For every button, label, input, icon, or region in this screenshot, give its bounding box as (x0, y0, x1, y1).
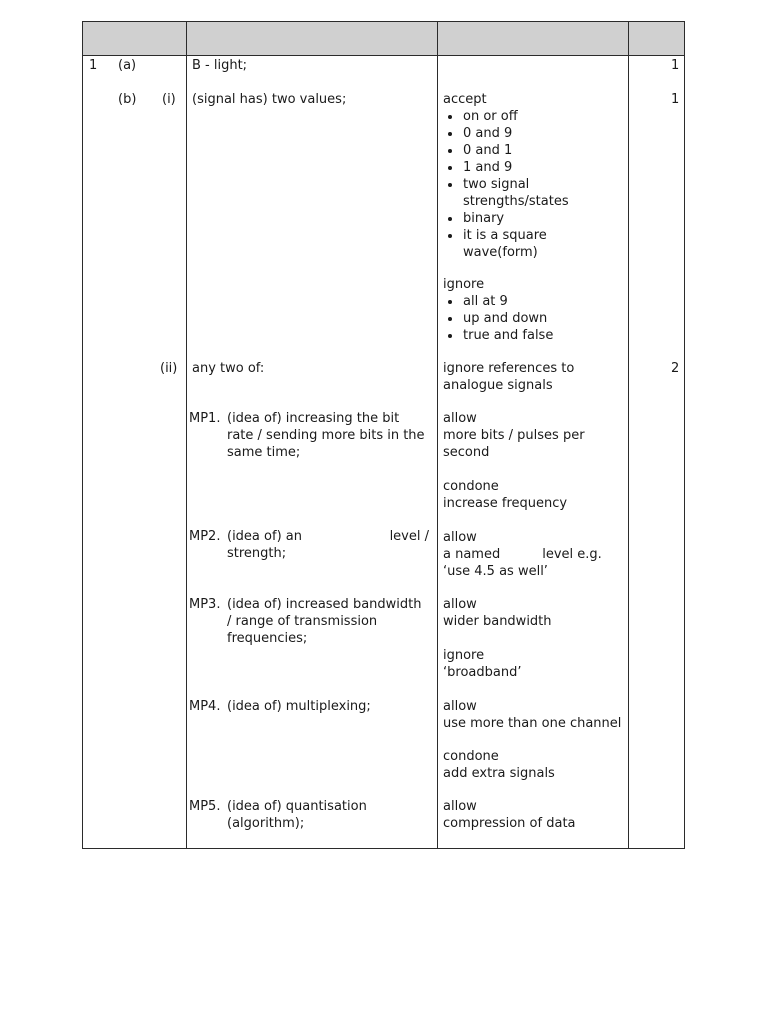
column-divider (186, 22, 187, 848)
question-subpart: (i) (162, 92, 176, 107)
column-divider (437, 22, 438, 848)
question-number: 1 (89, 58, 98, 73)
marking-point-2: MP2. (idea of) an level / strength; (189, 529, 429, 561)
guidance-ignore: ignore ‘broadband’ (443, 648, 522, 680)
guidance-condone: condone add extra signals (443, 749, 555, 781)
guidance-ignore (443, 276, 553, 344)
guidance-condone: condone increase frequency (443, 479, 568, 511)
guidance-allow: allow compression of data (443, 799, 576, 831)
marking-point-5: MP5. (idea of) quantisation (algorithm); (189, 799, 367, 831)
guidance-accept (443, 91, 569, 261)
list-item: 0 and 1 (443, 142, 569, 159)
accept-list (443, 108, 569, 261)
answer-text: B - light; (192, 58, 248, 73)
list-item: 1 and 9 (443, 159, 569, 176)
list-item: two signal strengths/states (443, 176, 569, 210)
answer-text: (signal has) two values; (192, 92, 347, 107)
list-item: up and down (443, 310, 553, 327)
ignore-list (443, 293, 553, 344)
list-item: on or off (443, 108, 569, 125)
mark-value: 2 (671, 361, 680, 376)
list-item: it is a square wave(form) (443, 227, 569, 261)
marking-point-number: MP4. (189, 699, 221, 714)
marking-point-number: MP3. (189, 597, 221, 612)
table-header-row (83, 22, 684, 56)
column-divider (628, 22, 629, 848)
marking-point-number: MP1. (189, 411, 221, 426)
guidance-ignore: ignore references to analogue signals (443, 361, 575, 393)
question-subpart: (ii) (160, 361, 178, 376)
list-item: all at 9 (443, 293, 553, 310)
marking-point-3: MP3. (idea of) increased bandwidth / range of transmission frequencies; (189, 597, 422, 646)
guidance-allow: allow a named level e.g. ‘use 4.5 as well’ (443, 530, 602, 579)
marking-point-1: MP1. (idea of) increasing the bit rate / sending more bits in the same time; (189, 411, 425, 460)
answer-text: any two of: (192, 361, 265, 376)
mark-value: 1 (671, 58, 680, 73)
list-item: binary (443, 210, 569, 227)
guidance-allow: allow wider bandwidth (443, 597, 552, 629)
marking-point-number: MP5. (189, 799, 221, 814)
marking-point-4: MP4. (idea of) multiplexing; (189, 699, 371, 714)
guidance-allow: allow more bits / pulses per second (443, 411, 585, 460)
list-item: 0 and 9 (443, 125, 569, 142)
ignore-label: ignore (443, 277, 485, 292)
list-item: true and false (443, 327, 553, 344)
accept-label: accept (443, 92, 487, 107)
marking-point-number: MP2. (189, 529, 221, 544)
mark-value: 1 (671, 92, 680, 107)
guidance-allow: allow use more than one channel (443, 699, 622, 731)
question-part: (b) (118, 92, 137, 107)
question-part: (a) (118, 58, 137, 73)
